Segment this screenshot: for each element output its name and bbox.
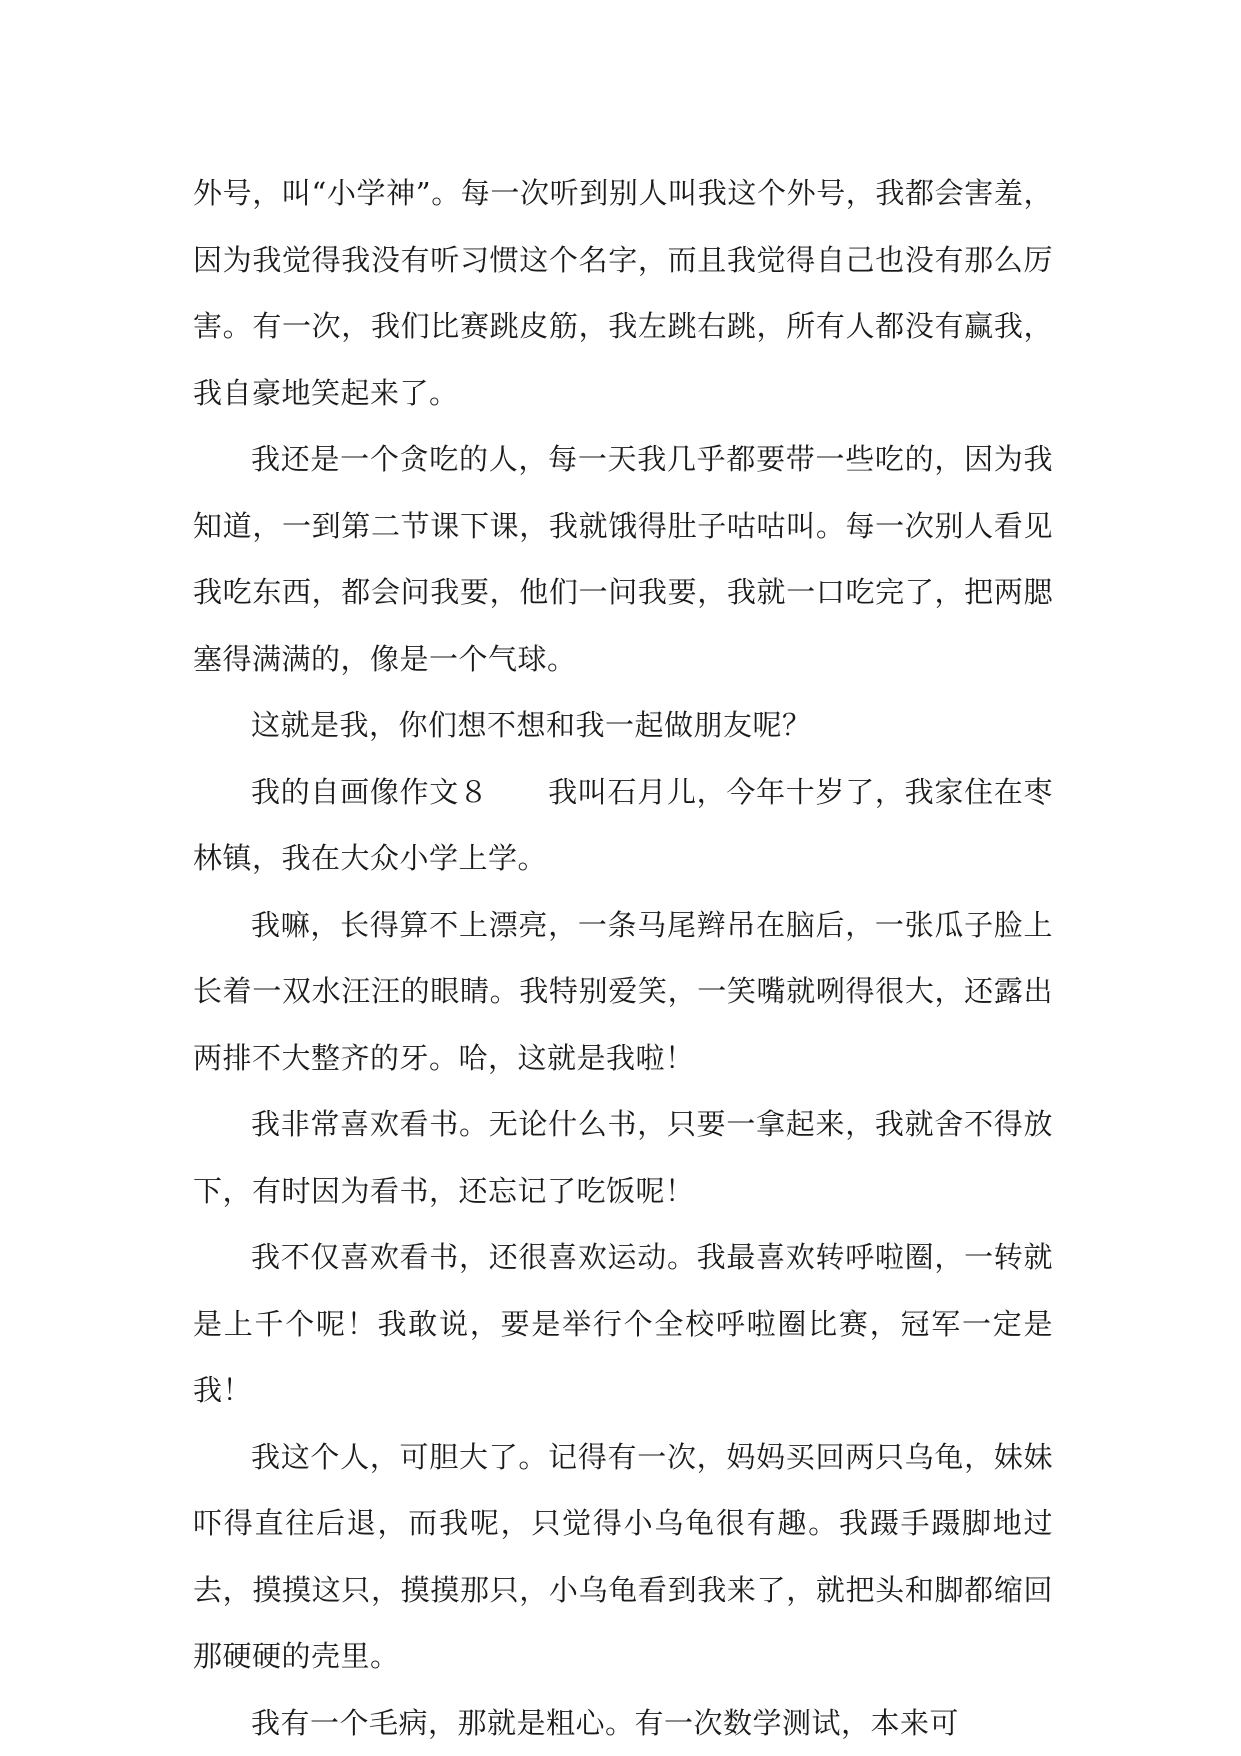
paragraph: 我这个人，可胆大了。记得有一次，妈妈买回两只乌龟，妹妹吓得直往后退，而我呢，只觉得小乌龟很有趣。我蹑手蹑脚地过去，摸摸这只，摸摸那只，小乌龟看到我来了，就把头和脚都缩回那硬硬的壳里。: [193, 1424, 1053, 1690]
paragraph: 我不仅喜欢看书，还很喜欢运动。我最喜欢转呼啦圈，一转就是上千个呢！我敢说，要是举行个全校呼啦圈比赛，冠军一定是我！: [193, 1224, 1053, 1424]
paragraph: 我有一个毛病，那就是粗心。有一次数学测试，本来可: [193, 1690, 1053, 1756]
paragraph-continued: 外号，叫“小学神”。每一次听到别人叫我这个外号，我都会害羞，因为我觉得我没有听习惯这个名字，而且我觉得自己也没有那么厉害。有一次，我们比赛跳皮筋，我左跳右跳，所有人都没有赢我，我自豪地笑起来了。: [193, 160, 1053, 426]
paragraph: 我嘛，长得算不上漂亮，一条马尾辫吊在脑后，一张瓜子脸上长着一双水汪汪的眼睛。我特别爱笑，一笑嘴就咧得很大，还露出两排不大整齐的牙。哈，这就是我啦！: [193, 892, 1053, 1092]
paragraph: 我非常喜欢看书。无论什么书，只要一拿起来，我就舍不得放下，有时因为看书，还忘记了吃饭呢！: [193, 1091, 1053, 1224]
paragraph-essay-title: 我的自画像作文８ 我叫石月儿，今年十岁了，我家住在枣林镇，我在大众小学上学。: [193, 759, 1053, 892]
paragraph: 这就是我，你们想不想和我一起做朋友呢？: [193, 692, 1053, 759]
document-body: [193, 160, 1053, 1756]
paragraph: 我还是一个贪吃的人，每一天我几乎都要带一些吃的，因为我知道，一到第二节课下课，我就饿得肚子咕咕叫。每一次别人看见我吃东西，都会问我要，他们一问我要，我就一口吃完了，把两腮塞得满满的，像是一个气球。: [193, 426, 1053, 692]
